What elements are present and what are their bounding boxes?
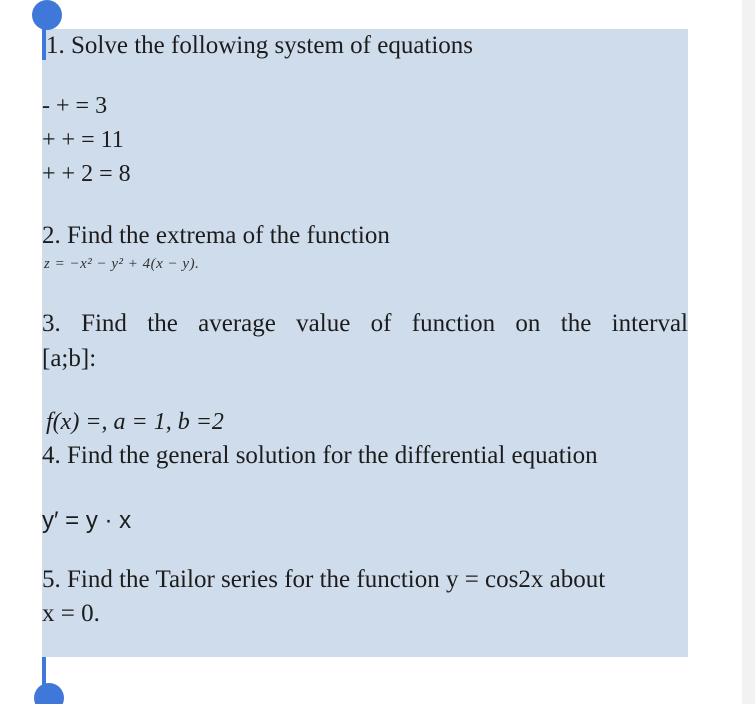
- question-3-title: 3. Find the average value of function on the interval: [42, 310, 688, 337]
- question-2-title: 2. Find the extrema of the function: [42, 222, 390, 249]
- question-5-title-cont: x = 0.: [42, 600, 100, 627]
- question-4-formula: y′ = y · x: [42, 507, 132, 534]
- question-4-title: 4. Find the general solution for the differential equation: [42, 442, 598, 469]
- scroll-rail[interactable]: [742, 0, 755, 704]
- question-3-formula: f(x) =, a = 1, b =2: [46, 409, 224, 435]
- equation-2: + + = 11: [42, 127, 124, 153]
- text-selection-highlight: [42, 29, 688, 657]
- equation-3: + + 2 = 8: [42, 161, 131, 187]
- question-5-title: 5. Find the Tailor series for the function y = cos2x about: [42, 566, 606, 593]
- question-1-title: 1. Solve the following system of equations: [46, 32, 474, 59]
- selection-start-handle-icon[interactable]: [32, 0, 62, 30]
- selection-end-handle-icon[interactable]: [34, 683, 64, 704]
- question-3-title-cont: [a;b]:: [42, 345, 97, 372]
- question-2-formula: z = −x² − y² + 4(x − y).: [44, 256, 200, 272]
- equation-1: - + = 3: [42, 93, 108, 119]
